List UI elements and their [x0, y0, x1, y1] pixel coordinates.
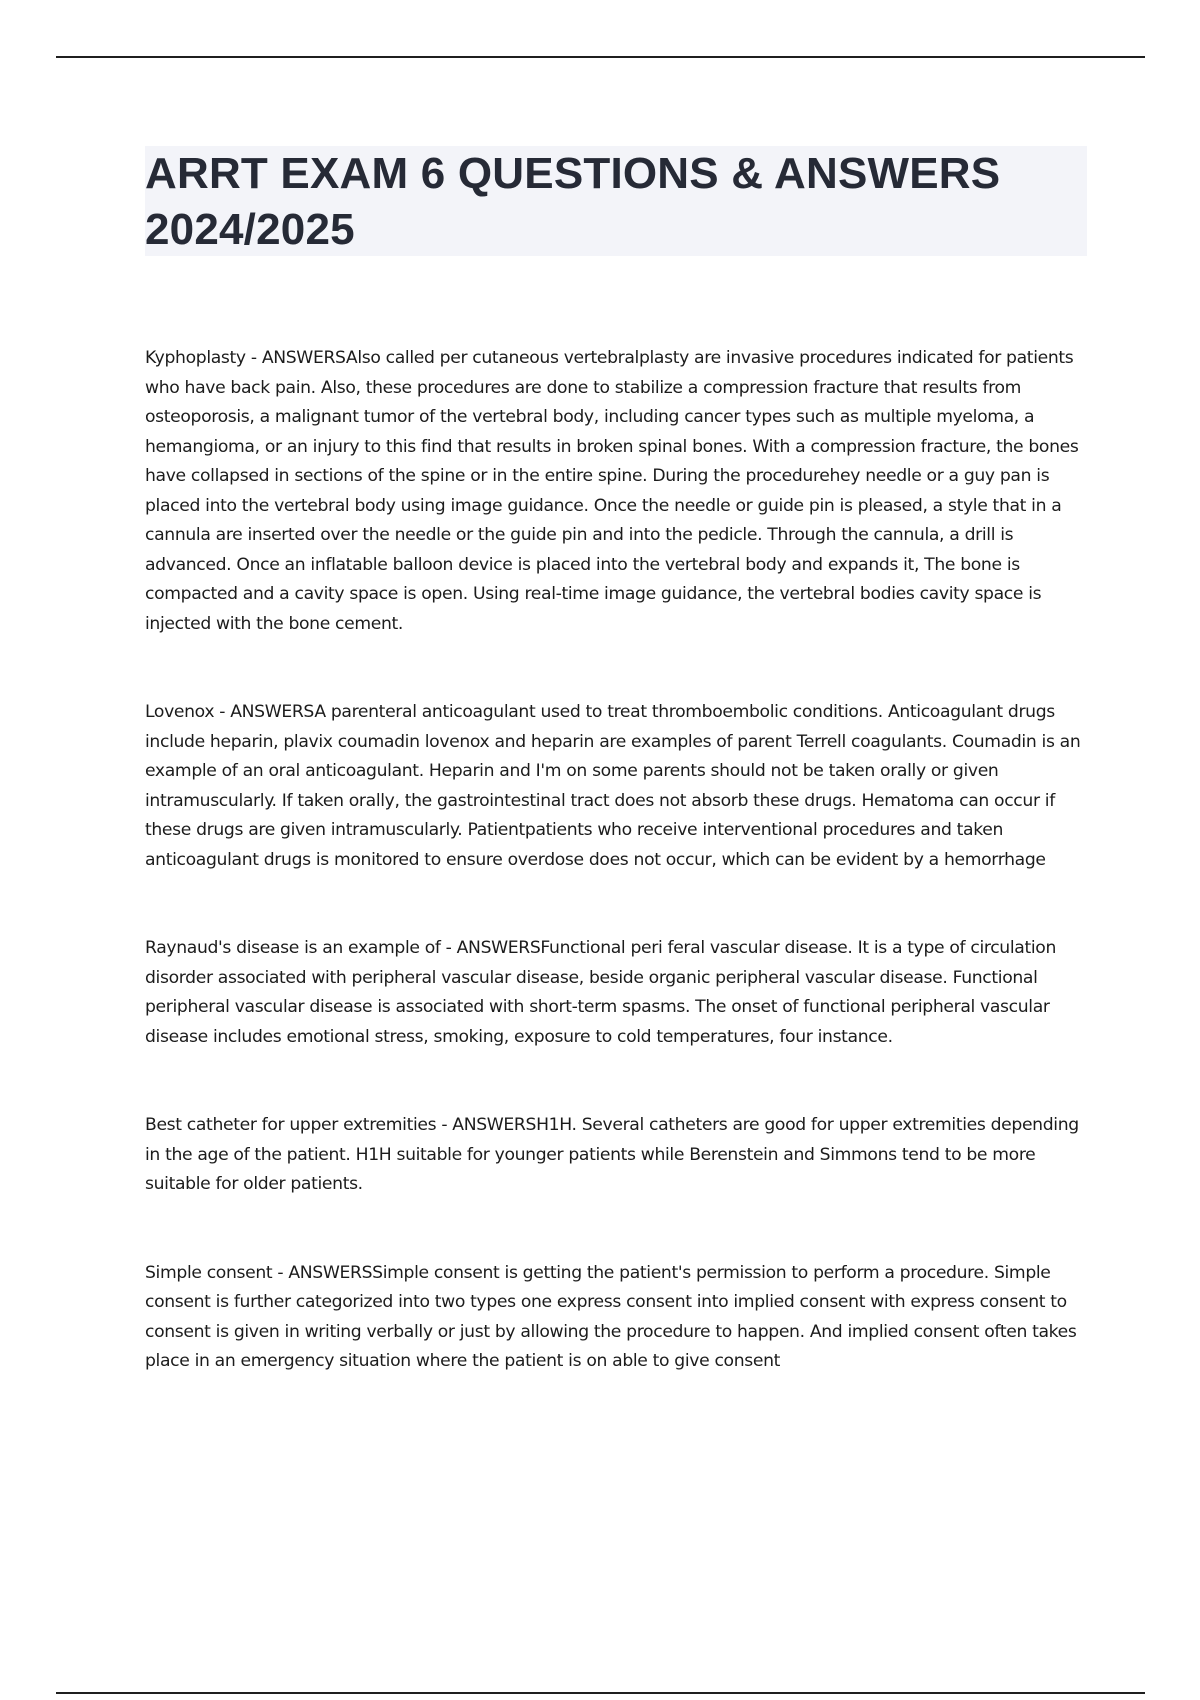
- qa-entry-kyphoplasty: Kyphoplasty - ANSWERSAlso called per cutaneous vertebralplasty are invasive procedures indicated for patients who have back pain. Also, these procedures are done to stabilize a compression fracture that results from osteoporosis, a malignant tumor of the vertebral body, including cancer types such as multiple myeloma, a hemangioma, or an injury to this find that results in broken spinal bones. With a compression fracture, the bones have collapsed in sections of the spine or in the entire spine. During the procedurehey needle or a guy pan is placed into the vertebral body using image guidance. Once the needle or guide pin is pleased, a style that in a cannula are inserted over the needle or the guide pin and into the pedicle. Through the cannula, a drill is advanced. Once an inflatable balloon device is placed into the vertebral body and expands it, The bone is compacted and a cavity space is open. Using real-time image guidance, the vertebral bodies cavity space is injected with the bone cement.: [145, 348, 1079, 634]
- qa-entry-lovenox: Lovenox - ANSWERSA parenteral anticoagulant used to treat thromboembolic conditions. Anticoagulant drugs include heparin, plavix coumadin lovenox and heparin are examples of parent Terrell coagulants. Coumadin is an example of an oral anticoagulant. Heparin and I'm on some parents should not be taken orally or given intramuscularly. If taken orally, the gastrointestinal tract does not absorb these drugs. Hematoma can occur if these drugs are given intramuscularly. Patientpatients who receive interventional procedures and taken anticoagulant drugs is monitored to ensure overdose does not occur, which can be evident by a hemorrhage: [145, 702, 1081, 870]
- page-title: ARRT EXAM 6 QUESTIONS & ANSWERS 2024/2025: [145, 149, 1001, 254]
- qa-entry-catheter: Best catheter for upper extremities - ANSWERSH1H. Several catheters are good for upper extremities depending in the age of the patient. H1H suitable for younger patients while Berenstein and Simmons tend to be more suitable for older patients.: [145, 1115, 1079, 1194]
- qa-list: [145, 344, 1090, 1377]
- bottom-rule: [56, 1692, 1145, 1694]
- top-rule: [56, 56, 1145, 58]
- qa-entry-raynauds: Raynaud's disease is an example of - ANSWERSFunctional peri feral vascular disease. It is a type of circulation disorder associated with peripheral vascular disease, beside organic peripheral vascular disease. Functional peripheral vascular disease is associated with short-term spasms. The onset of functional peripheral vascular disease includes emotional stress, smoking, exposure to cold temperatures, four instance.: [145, 938, 1056, 1047]
- qa-entry-simple-consent: Simple consent - ANSWERSSimple consent is getting the patient's permission to perform a procedure. Simple consent is further categorized into two types one express consent into implied consent with express consent to consent is given in writing verbally or just by allowing the procedure to happen. And implied consent often takes place in an emergency situation where the patient is on able to give consent: [145, 1262, 1077, 1371]
- title-block: [145, 146, 1087, 256]
